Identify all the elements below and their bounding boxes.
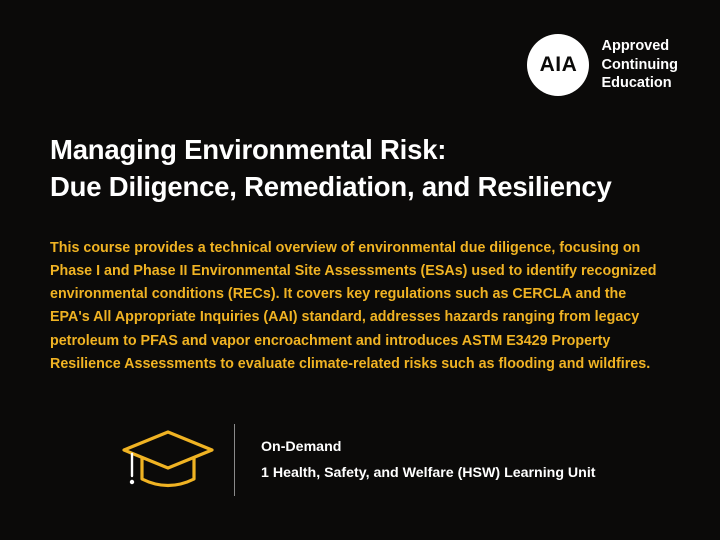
title-line-1: Managing Environmental Risk: xyxy=(50,134,447,165)
aia-badge-text xyxy=(601,37,678,92)
title-line-2: Due Diligence, Remediation, and Resiliency xyxy=(50,170,612,202)
course-description: This course provides a technical overview of environmental due diligence, focusing on Phase I and Phase II Environmental Site Assessments (ESAs) used to identify recognized environmental conditions (RECs). It covers key regulations such as CERCLA and the EPA's All Appropriate Inquiries (AAI) standard, addresses hazards ranging from legacy petroleum to PFAS and vapor encroachment and introduces ASTM E3429 Property Resilience Assessments to evaluate climate-related risks such as flooding and wildfires. xyxy=(50,240,657,372)
page-title xyxy=(50,132,690,205)
badge-line-education: Education xyxy=(601,75,672,92)
badge-line-approved: Approved xyxy=(601,38,670,55)
footer-text-block xyxy=(261,439,596,481)
footer-divider xyxy=(234,424,235,496)
course-footer xyxy=(120,424,596,496)
aia-logo-text: AIA xyxy=(539,53,578,76)
course-credit: 1 Health, Safety, and Welfare (HSW) Learning Unit xyxy=(261,465,596,481)
badge-line-continuing: Continuing xyxy=(601,56,678,73)
aia-logo-icon xyxy=(527,34,589,96)
graduation-cap-icon xyxy=(120,424,216,496)
course-format: On-Demand xyxy=(261,439,342,455)
aia-ces-badge xyxy=(527,34,678,96)
